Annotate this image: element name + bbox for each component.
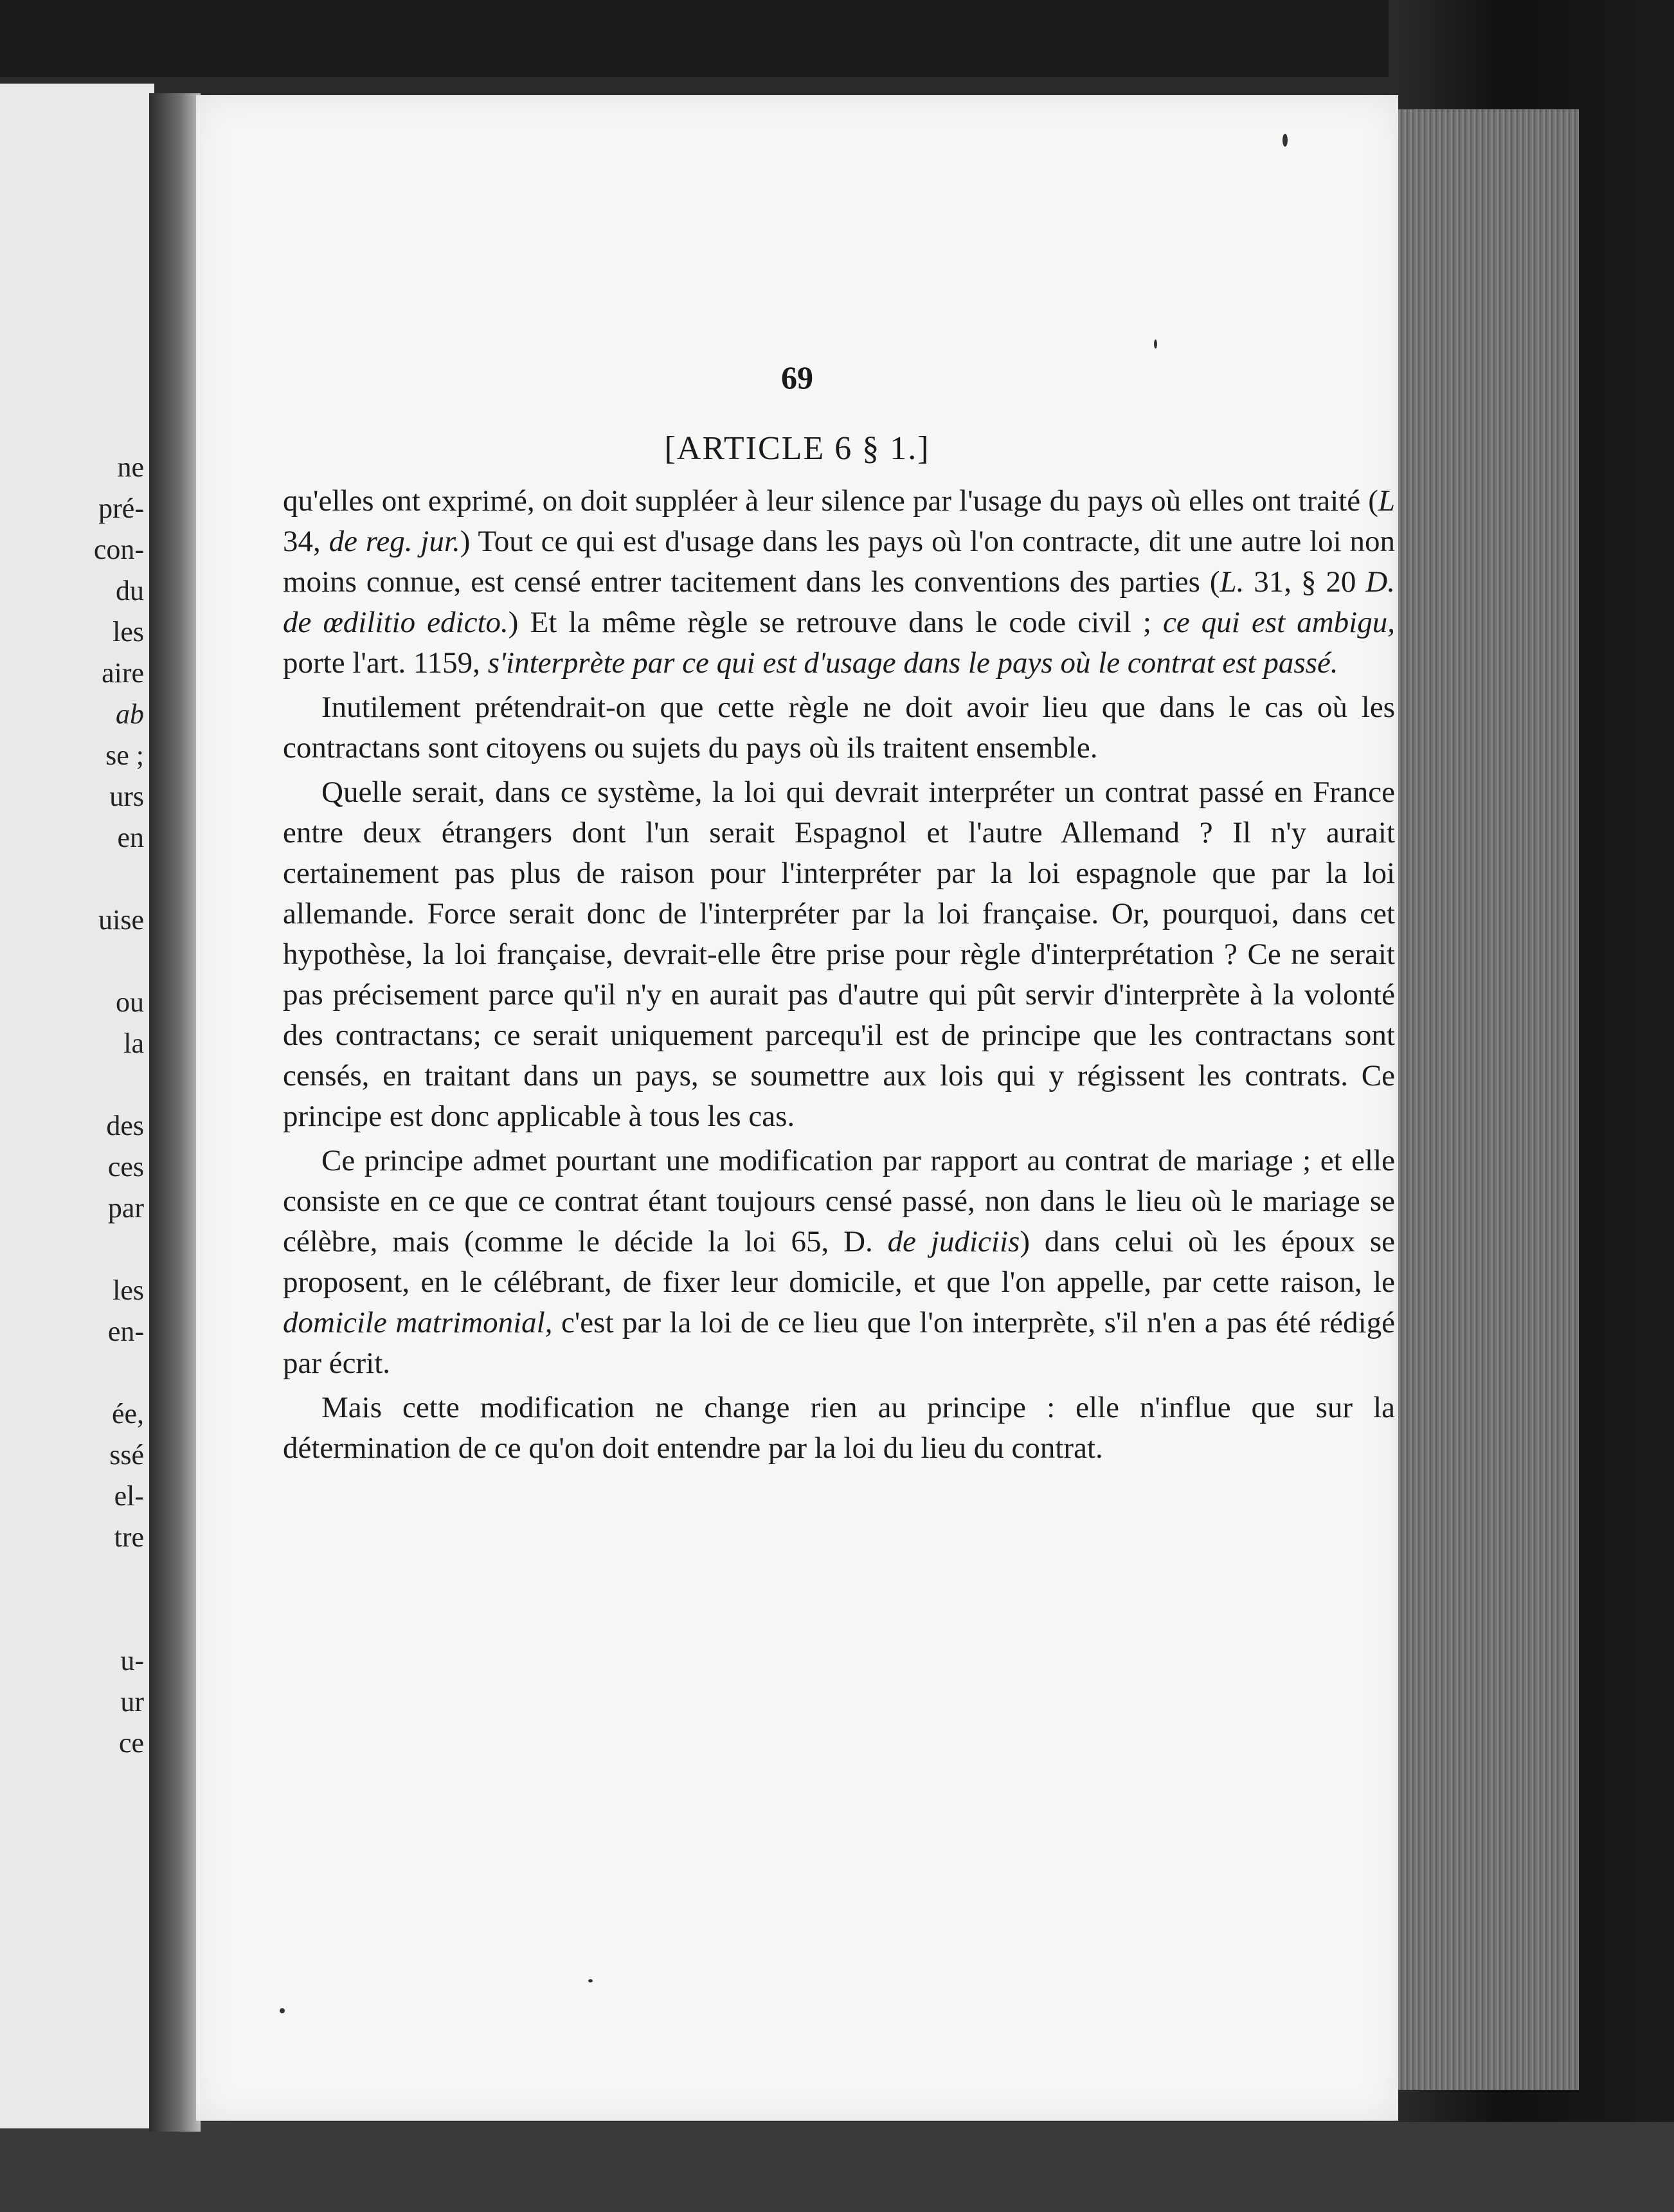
italic-text-run: domicile matrimonial, [283, 1306, 553, 1339]
left-page-line-fragment: ou [116, 986, 144, 1018]
left-page-line-fragment: en [117, 822, 144, 853]
text-run: Inutilement prétendrait-on que cette règle ne doit avoir lieu que dans le cas où les contractans sont citoyens ou sujets du pays où ils traitent ensemble. [283, 691, 1395, 765]
italic-text-run: L. [1220, 565, 1245, 599]
italic-text-run: s'interprète par ce qui est d'usage dans le pays où le contrat est passé. [487, 646, 1338, 680]
left-page-line-fragment: du [116, 575, 144, 606]
text-run: ) Et la même règle se retrouve dans le code civil ; [508, 606, 1163, 639]
italic-text-run: de reg. jur. [328, 525, 460, 558]
left-page-line-fragment: uise [98, 904, 144, 936]
italic-text-run: D. de œdilitio edicto. [283, 565, 1395, 639]
left-page-line-fragment: les [113, 1274, 144, 1306]
paragraph [283, 1388, 1395, 1469]
left-page-text-fragments [0, 447, 152, 1764]
left-page-line-fragment: u- [120, 1645, 144, 1676]
text-run: 31, § 20 [1244, 565, 1366, 599]
left-page-line-fragment: ne [117, 451, 144, 483]
text-run: Mais cette modification ne change rien au principe : elle n'influe que sur la détermination de ce qu'on doit entendre par la loi du lieu du contrat. [283, 1391, 1395, 1465]
running-header: [ARTICLE 6 § 1.] [664, 430, 930, 467]
left-page-line-fragment: ssé [109, 1439, 144, 1471]
left-page-line-fragment: la [123, 1028, 144, 1059]
paragraph [283, 687, 1395, 768]
scan-speck [1154, 340, 1157, 349]
text-run: Quelle serait, dans ce système, la loi qui devrait interpréter un contrat passé en France entre deux étrangers dont l'un serait Espagnol et l'autre Allemand ? Il n'y aurait certainement pas plus de raison pour l'interpréter par la loi espagnole que par la loi allemande. Force serait donc de l'interpréter par la loi française. Or, pourquoi, dans cet hypothèse, la loi française, devrait-elle être prise pour règle d'interprétation ? Ce ne serait pas précisement parce qu'il n'y en aurait pas d'autre qui pût servir d'interprète à la volonté des contractans; ce serait uniquement parcequ'il est de principe que les contractans sont censés, en traitant dans un pays, se soumettre aux lois qui y régissent les contrats. Ce principe est donc applicable à tous les cas. [283, 775, 1395, 1133]
left-page-line-fragment [0, 1229, 152, 1270]
text-run: ) Tout ce qui est d'usage dans les pays où l'on contracte, dit une autre loi non moins connue, est censé entrer tacitement dans les conventions des parties ( [283, 525, 1395, 599]
text-run: c'est par la loi de ce lieu que l'on interprète, s'il n'en a pas été rédigé par écrit. [283, 1306, 1395, 1380]
italic-text-run: L [1378, 484, 1395, 518]
left-page-line-fragment [0, 1558, 152, 1599]
left-page-line-fragment: ur [120, 1686, 144, 1718]
left-page-line-fragment: en- [107, 1316, 144, 1347]
left-page-line-fragment: con- [93, 534, 144, 565]
left-page-line-fragment: par [107, 1192, 144, 1224]
left-page-line-fragment: aire [102, 657, 144, 689]
left-page-line-fragment: tre [114, 1521, 144, 1553]
page-number: 69 [781, 359, 813, 395]
left-page-line-fragment [0, 1064, 152, 1105]
left-page-line-fragment: ée, [111, 1398, 144, 1429]
left-page-line-fragment [0, 858, 152, 900]
left-page-line-fragment: ce [118, 1727, 144, 1759]
italic-text-run: ce qui est ambigu, [1163, 606, 1395, 639]
left-page-line-fragment: el- [114, 1480, 144, 1512]
left-page-line-fragment [0, 1352, 152, 1393]
left-page-line-fragment [0, 941, 152, 982]
paragraph [283, 481, 1395, 684]
text-run: Ce principe admet pourtant une modification par rapport au contrat de mariage ; et elle consiste en ce que ce contrat étant toujours censé passé, non dans le lieu où le mariage se célèbre, mais (comme le décide la loi 65, D. [283, 1144, 1395, 1258]
italic-text-run: de judiciis [887, 1225, 1020, 1258]
scan-speck [588, 1979, 593, 1982]
left-page-line-fragment: pré- [98, 493, 144, 524]
book-gutter-shadow [149, 93, 201, 2132]
scan-bottom-border [0, 2122, 1674, 2212]
left-page-line-fragment: des [106, 1110, 144, 1141]
text-run: porte l'art. 1159, [283, 646, 488, 680]
left-page-line-fragment: les [113, 616, 144, 648]
text-run: qu'elles ont exprimé, on doit suppléer à leur silence par l'usage du pays où elles ont traité ( [283, 484, 1378, 518]
left-page-line-fragment: urs [109, 781, 144, 812]
book-fore-edge [1382, 109, 1579, 2090]
text-run: 34, [283, 525, 329, 558]
scan-speck [280, 2008, 285, 2013]
text-run: ) dans celui où les époux se proposent, en le célébrant, de fixer leur domicile, et que l'on appelle, par cette raison, le [283, 1225, 1395, 1299]
document-page [196, 95, 1398, 2121]
page-body-text [283, 481, 1395, 1473]
left-page-line-fragment: ces [107, 1151, 144, 1183]
paragraph [283, 1141, 1395, 1384]
left-page-line-fragment: se ; [105, 739, 144, 771]
scan-speck [1282, 134, 1288, 147]
left-page-line-fragment: ab [116, 698, 144, 730]
paragraph [283, 772, 1395, 1137]
left-facing-page [0, 84, 154, 2128]
left-page-line-fragment [0, 1599, 152, 1640]
